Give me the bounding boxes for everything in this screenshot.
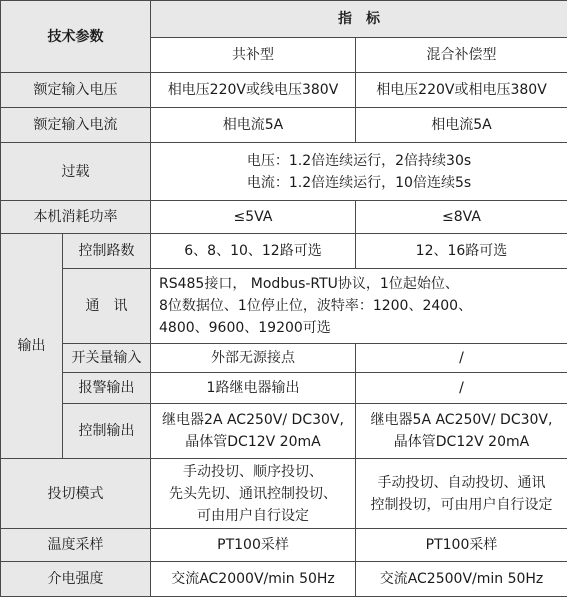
row-power [1,201,567,234]
current-mixed: 相电流5A [356,108,567,143]
ctrl-paths-mixed: 12、16路可选 [356,234,567,269]
switch-in-common: 外部无源接点 [151,344,356,373]
switching-common-line-2: 先头先切、通讯控制投切、 [169,485,337,502]
ctrl-out-mixed [356,404,567,459]
ctrl-out-mixed-line-1: 继电器5A AC250V/ DC30V, [370,412,553,428]
param-header: 技术参数 [1,1,151,73]
ctrl-out-common-line-1: 继电器2A AC250V/ DC30V, [162,412,344,428]
dielectric-mixed: 交流AC2500V/min 50Hz [356,562,567,597]
current-common: 相电流5A [151,108,356,143]
switching-common-line-1: 手动投切、顺序投切、 [183,463,323,480]
comm-label: 通 讯 [63,269,151,344]
overload-line-2: 电流：1.2倍连续运行，10倍连续5s [246,174,472,191]
row-temp [1,529,567,562]
row-switch-in [1,344,567,373]
row-ctrl-out [1,404,567,459]
alarm-label: 报警输出 [63,373,151,404]
power-mixed: ≤8VA [356,201,567,234]
temp-common: PT100采样 [151,529,356,562]
comm-value [151,269,567,344]
power-label: 本机消耗功率 [1,201,151,234]
overload-label: 过载 [1,143,151,201]
ctrl-out-common-line-2: 晶体管DC12V 20mA [185,434,321,450]
current-label: 额定输入电流 [1,108,151,143]
temp-mixed: PT100采样 [356,529,567,562]
header-row-1 [1,1,567,38]
switching-common [151,459,356,529]
temp-label: 温度采样 [1,529,151,562]
ctrl-paths-common: 6、8、10、12路可选 [151,234,356,269]
power-common: ≤5VA [151,201,356,234]
switch-in-label: 开关量输入 [63,344,151,373]
row-voltage [1,73,567,108]
ctrl-out-label: 控制输出 [63,404,151,459]
voltage-common: 相电压220V或线电压380V [151,73,356,108]
row-overload [1,143,567,201]
col-common-header: 共补型 [151,38,356,73]
row-switching [1,459,567,529]
comm-line-1: RS485接口， Modbus-RTU协议，1位起始位、 [159,276,459,292]
alarm-mixed: / [356,373,567,404]
row-comm [1,269,567,344]
dielectric-label: 介电强度 [1,562,151,597]
voltage-label: 额定输入电压 [1,73,151,108]
comm-line-3: 4800、9600、19200可选 [159,320,331,336]
switch-in-mixed: / [356,344,567,373]
switching-mixed-line-1: 手动投切、自动投切、通讯 [377,474,546,491]
switching-label: 投切模式 [1,459,151,529]
row-dielectric [1,562,567,597]
ctrl-out-mixed-line-2: 晶体管DC12V 20mA [393,434,530,450]
ctrl-out-common [151,404,356,459]
switching-common-line-3: 可由用户自行设定 [197,507,309,524]
row-current [1,108,567,143]
ctrl-paths-label: 控制路数 [63,234,151,269]
comm-line-2: 8位数据位、1位停止位，波特率：1200、2400、 [159,298,473,314]
row-ctrl-paths [1,234,567,269]
row-alarm [1,373,567,404]
overload-line-1: 电压：1.2倍连续运行，2倍持续30s [246,152,472,169]
overload-value [151,143,567,201]
output-label: 输出 [1,234,63,459]
alarm-common: 1路继电器输出 [151,373,356,404]
dielectric-common: 交流AC2000V/min 50Hz [151,562,356,597]
col-mixed-header: 混合补偿型 [356,38,567,73]
indicator-header: 指 标 [151,1,567,38]
switching-mixed-line-2: 控制投切，可由用户自行设定 [370,496,553,513]
switching-mixed [356,459,567,529]
voltage-mixed: 相电压220V或相电压380V [356,73,567,108]
